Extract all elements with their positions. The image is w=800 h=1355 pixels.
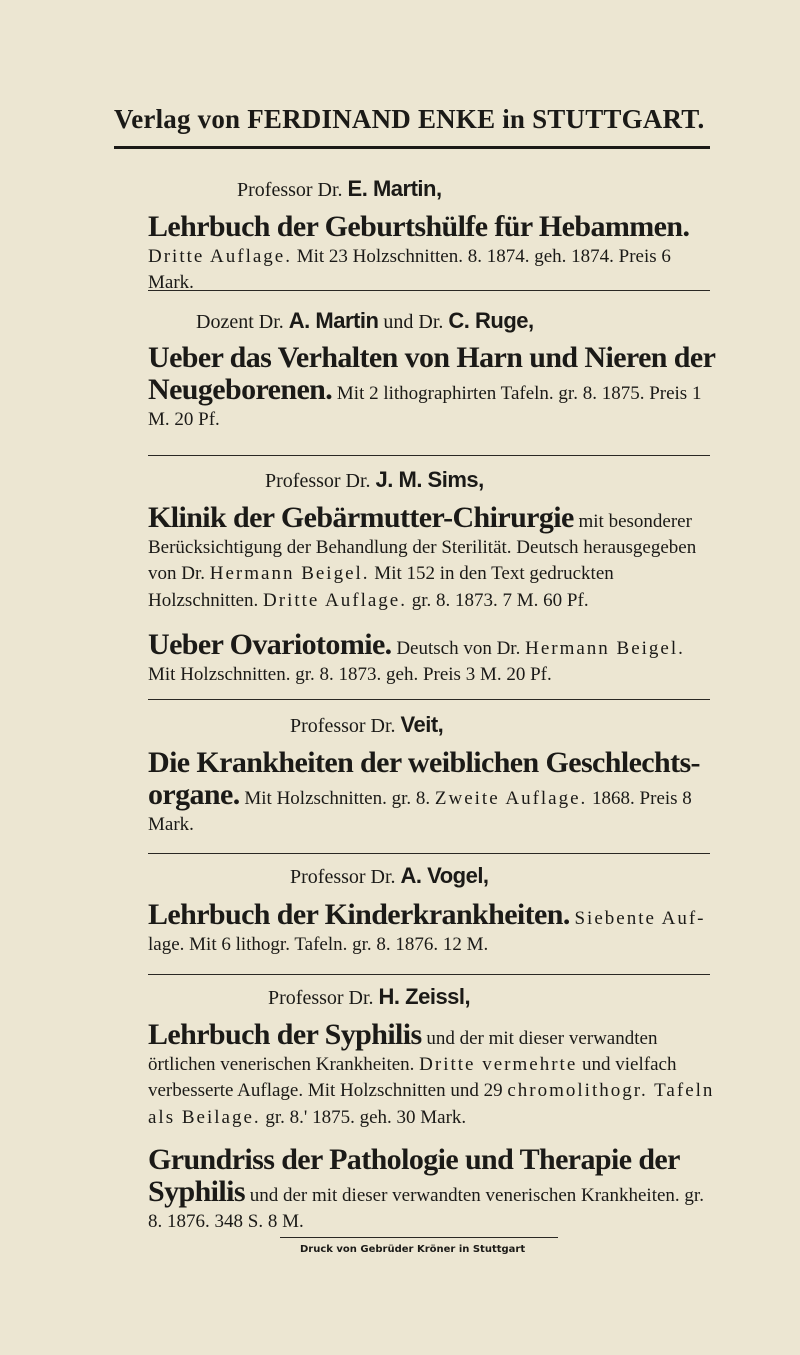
edition: Siebente Auf- xyxy=(574,908,706,929)
author-mid: und Dr. xyxy=(383,311,444,333)
book-details-2: und vielfach verbesserte Auflage. Mit Holzschnitten und 29 xyxy=(148,1054,677,1102)
book-details: lage. Mit 6 lithogr. Tafeln. gr. 8. 1876. 12 M. xyxy=(148,934,489,956)
edition: Dritte Auflage. xyxy=(263,589,407,611)
author-line xyxy=(237,176,442,202)
divider xyxy=(148,974,710,975)
book-entry xyxy=(148,900,716,958)
book-title: Lehrbuch der Geburtshülfe für Hebammen. xyxy=(148,210,690,243)
author-line xyxy=(268,984,470,1010)
editor-name: Hermann Beigel. xyxy=(209,563,370,585)
book-entry xyxy=(148,1020,716,1131)
author-prefix: Professor Dr. xyxy=(237,179,343,201)
header-rule xyxy=(114,146,710,149)
divider xyxy=(148,699,710,700)
book-details: und der mit dieser verwandten örtlichen venerischen Krankheiten. xyxy=(148,1028,658,1076)
editor-name: Hermann Beigel. xyxy=(525,638,685,659)
book-title: Lehrbuch der Syphilis xyxy=(148,1018,422,1051)
book-title: Ueber das Verhalten von Harn und Nieren der Neugeborenen. xyxy=(148,341,715,407)
book-entry xyxy=(148,343,716,434)
book-title: Die Krankheiten der weiblichen Geschlechts-organe. xyxy=(148,746,700,812)
author-name: E. Martin, xyxy=(347,176,442,201)
book-title: Klinik der Gebärmutter-Chirurgie xyxy=(148,501,574,534)
book-entry xyxy=(148,630,716,688)
divider xyxy=(148,290,710,291)
divider xyxy=(148,455,710,456)
book-entry xyxy=(148,748,716,839)
divider xyxy=(148,853,710,854)
author-line xyxy=(290,863,489,889)
author-prefix: Professor Dr. xyxy=(290,866,396,888)
book-title: Ueber Ovariotomie. xyxy=(148,628,392,661)
printer-colophon: Druck von Gebrüder Kröner in Stuttgart xyxy=(300,1244,526,1255)
publisher-header: Verlag von FERDINAND ENKE in STUTTGART. xyxy=(114,104,705,134)
book-details-3: gr. 8. 1873. 7 M. 60 Pf. xyxy=(411,589,589,611)
book-details: Deutsch von Dr. xyxy=(396,638,521,659)
edition: Dritte Auflage. xyxy=(148,246,292,268)
book-title: Grundriss der Pathologie und Therapie der Syphilis xyxy=(148,1143,680,1209)
author-line xyxy=(196,308,534,334)
author-prefix: Professor Dr. xyxy=(265,470,371,492)
author-prefix: Professor Dr. xyxy=(290,715,396,737)
book-title: Lehrbuch der Kinderkrankheiten. xyxy=(148,898,570,931)
author-name-2: C. Ruge, xyxy=(448,308,534,333)
author-name: J. M. Sims, xyxy=(375,467,484,492)
edition: Zweite Auflage. xyxy=(434,788,588,810)
book-details-3: gr. 8.' 1875. geh. 30 Mark. xyxy=(265,1106,467,1128)
author-name: A. Martin xyxy=(288,308,379,333)
book-details-2: Mit Holzschnitten. gr. 8. 1873. geh. Preis 3 M. 20 Pf. xyxy=(148,664,552,686)
book-details-2: Mit 152 in den Text gedruckten Holzschnitten. xyxy=(148,563,614,611)
edition: Dritte vermehrte xyxy=(419,1054,578,1076)
colophon-rule xyxy=(280,1237,558,1238)
author-prefix: Dozent Dr. xyxy=(196,311,284,333)
book-details: und der mit dieser verwandten venerischen Krankheiten. gr. 8. 1876. 348 S. 8 M. xyxy=(148,1185,704,1233)
book-entry xyxy=(148,1145,716,1236)
book-details: Mit 2 lithographirten Tafeln. gr. 8. 1875. Preis 1 M. 20 Pf. xyxy=(148,383,702,431)
plates: chromolithogr. Tafeln als Beilage. xyxy=(148,1080,715,1128)
author-prefix: Professor Dr. xyxy=(268,987,374,1009)
author-line xyxy=(265,467,484,493)
author-line xyxy=(290,712,443,738)
book-details-2: 1868. Preis 8 Mark. xyxy=(148,788,692,836)
book-details: mit besonderer Berücksichtigung der Behandlung der Sterilität. Deutsch herausgegeben von Dr. xyxy=(148,511,697,585)
author-name: H. Zeissl, xyxy=(378,984,471,1009)
book-entry xyxy=(148,212,716,297)
book-entry xyxy=(148,503,716,614)
author-name: A. Vogel, xyxy=(400,863,489,888)
book-details: Mit 23 Holzschnitten. 8. 1874. geh. 1874. Preis 6 Mark. xyxy=(148,246,671,294)
book-details: Mit Holzschnitten. gr. 8. xyxy=(244,788,431,810)
author-name: Veit, xyxy=(400,712,444,737)
